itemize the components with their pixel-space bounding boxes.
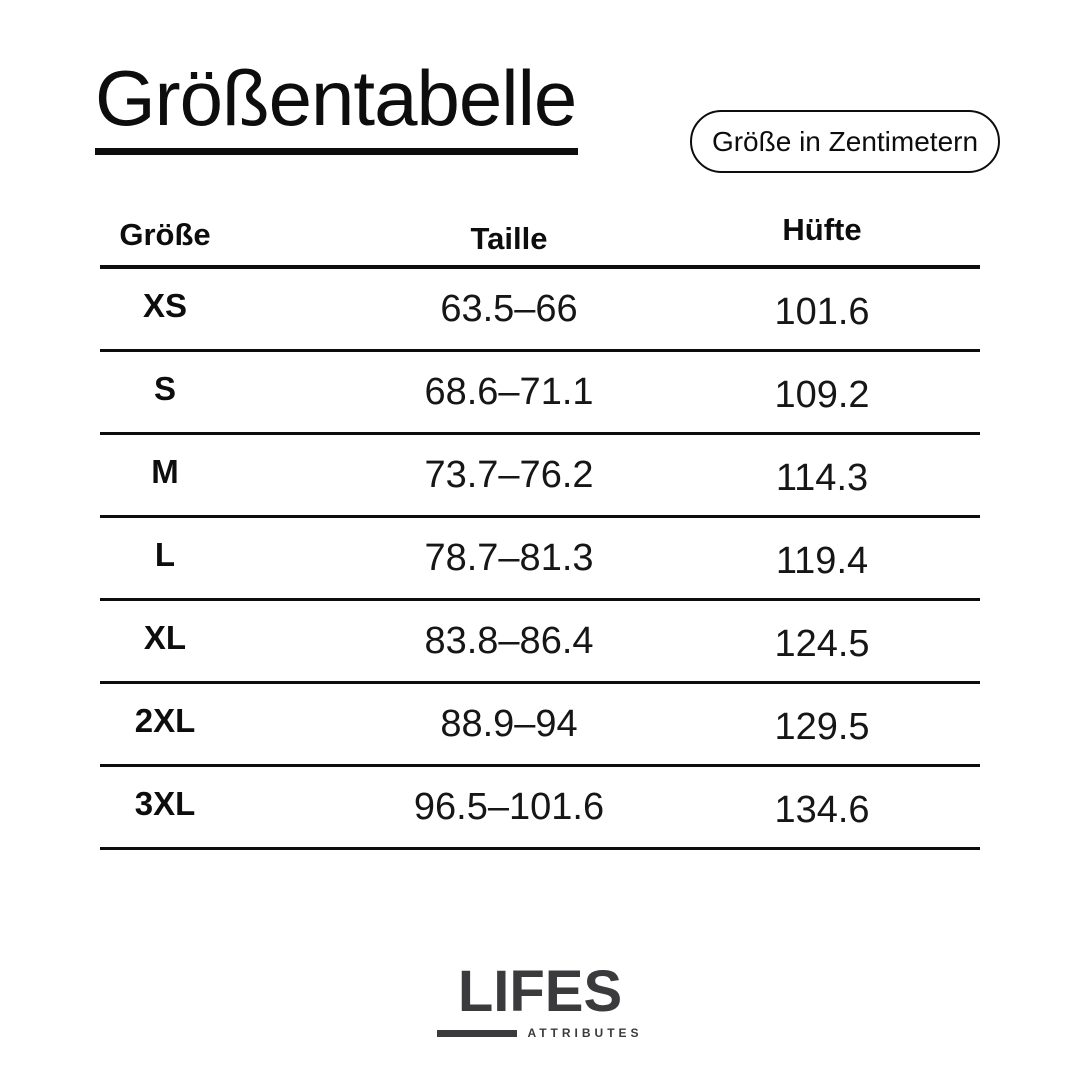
size-cell: L (154, 536, 176, 573)
unit-badge-label: Größe in Zentimetern (711, 125, 979, 157)
taille-cell: 73.7–76.2 (424, 453, 594, 496)
huefte-cell: 101.6 (774, 290, 870, 333)
column-header-taille: Taille (470, 221, 548, 256)
size-cell: XL (143, 619, 187, 656)
size-cell: 2XL (134, 702, 196, 739)
logo-tagline: ATTRIBUTES (527, 1026, 643, 1040)
taille-cell: 68.6–71.1 (424, 370, 594, 413)
taille-cell: 83.8–86.4 (424, 619, 594, 662)
brand-logo (0, 959, 1080, 1040)
column-header-groesse: Größe (119, 217, 211, 252)
size-table (100, 205, 980, 850)
column-header-huefte: Hüfte (782, 212, 862, 247)
table-row-m (100, 435, 980, 518)
logo-wordmark: LIFES (457, 959, 623, 1024)
size-cell: XS (142, 287, 188, 324)
huefte-cell: 129.5 (774, 705, 870, 748)
table-header-row (100, 205, 980, 269)
huefte-cell: 109.2 (774, 373, 870, 416)
page-title: Größentabelle (95, 58, 578, 155)
huefte-cell: 114.3 (775, 456, 869, 499)
taille-cell: 78.7–81.3 (424, 536, 594, 579)
huefte-cell: 134.6 (774, 788, 870, 831)
table-row-2xl (100, 684, 980, 767)
title-block (95, 54, 578, 155)
huefte-cell: 119.4 (775, 539, 869, 582)
size-cell: 3XL (134, 785, 196, 822)
table-row-s (100, 352, 980, 435)
table-row-l (100, 518, 980, 601)
taille-cell: 96.5–101.6 (413, 785, 605, 828)
table-row-xs (100, 269, 980, 352)
unit-badge (690, 110, 1000, 173)
size-cell: M (151, 453, 179, 490)
taille-cell: 88.9–94 (440, 702, 578, 745)
table-row-xl (100, 601, 980, 684)
size-cell: S (153, 370, 176, 407)
taille-cell: 63.5–66 (440, 287, 578, 330)
huefte-cell: 124.5 (774, 622, 870, 665)
logo-subline (437, 1026, 642, 1040)
table-row-3xl (100, 767, 980, 850)
logo-underline-bar (437, 1030, 517, 1037)
